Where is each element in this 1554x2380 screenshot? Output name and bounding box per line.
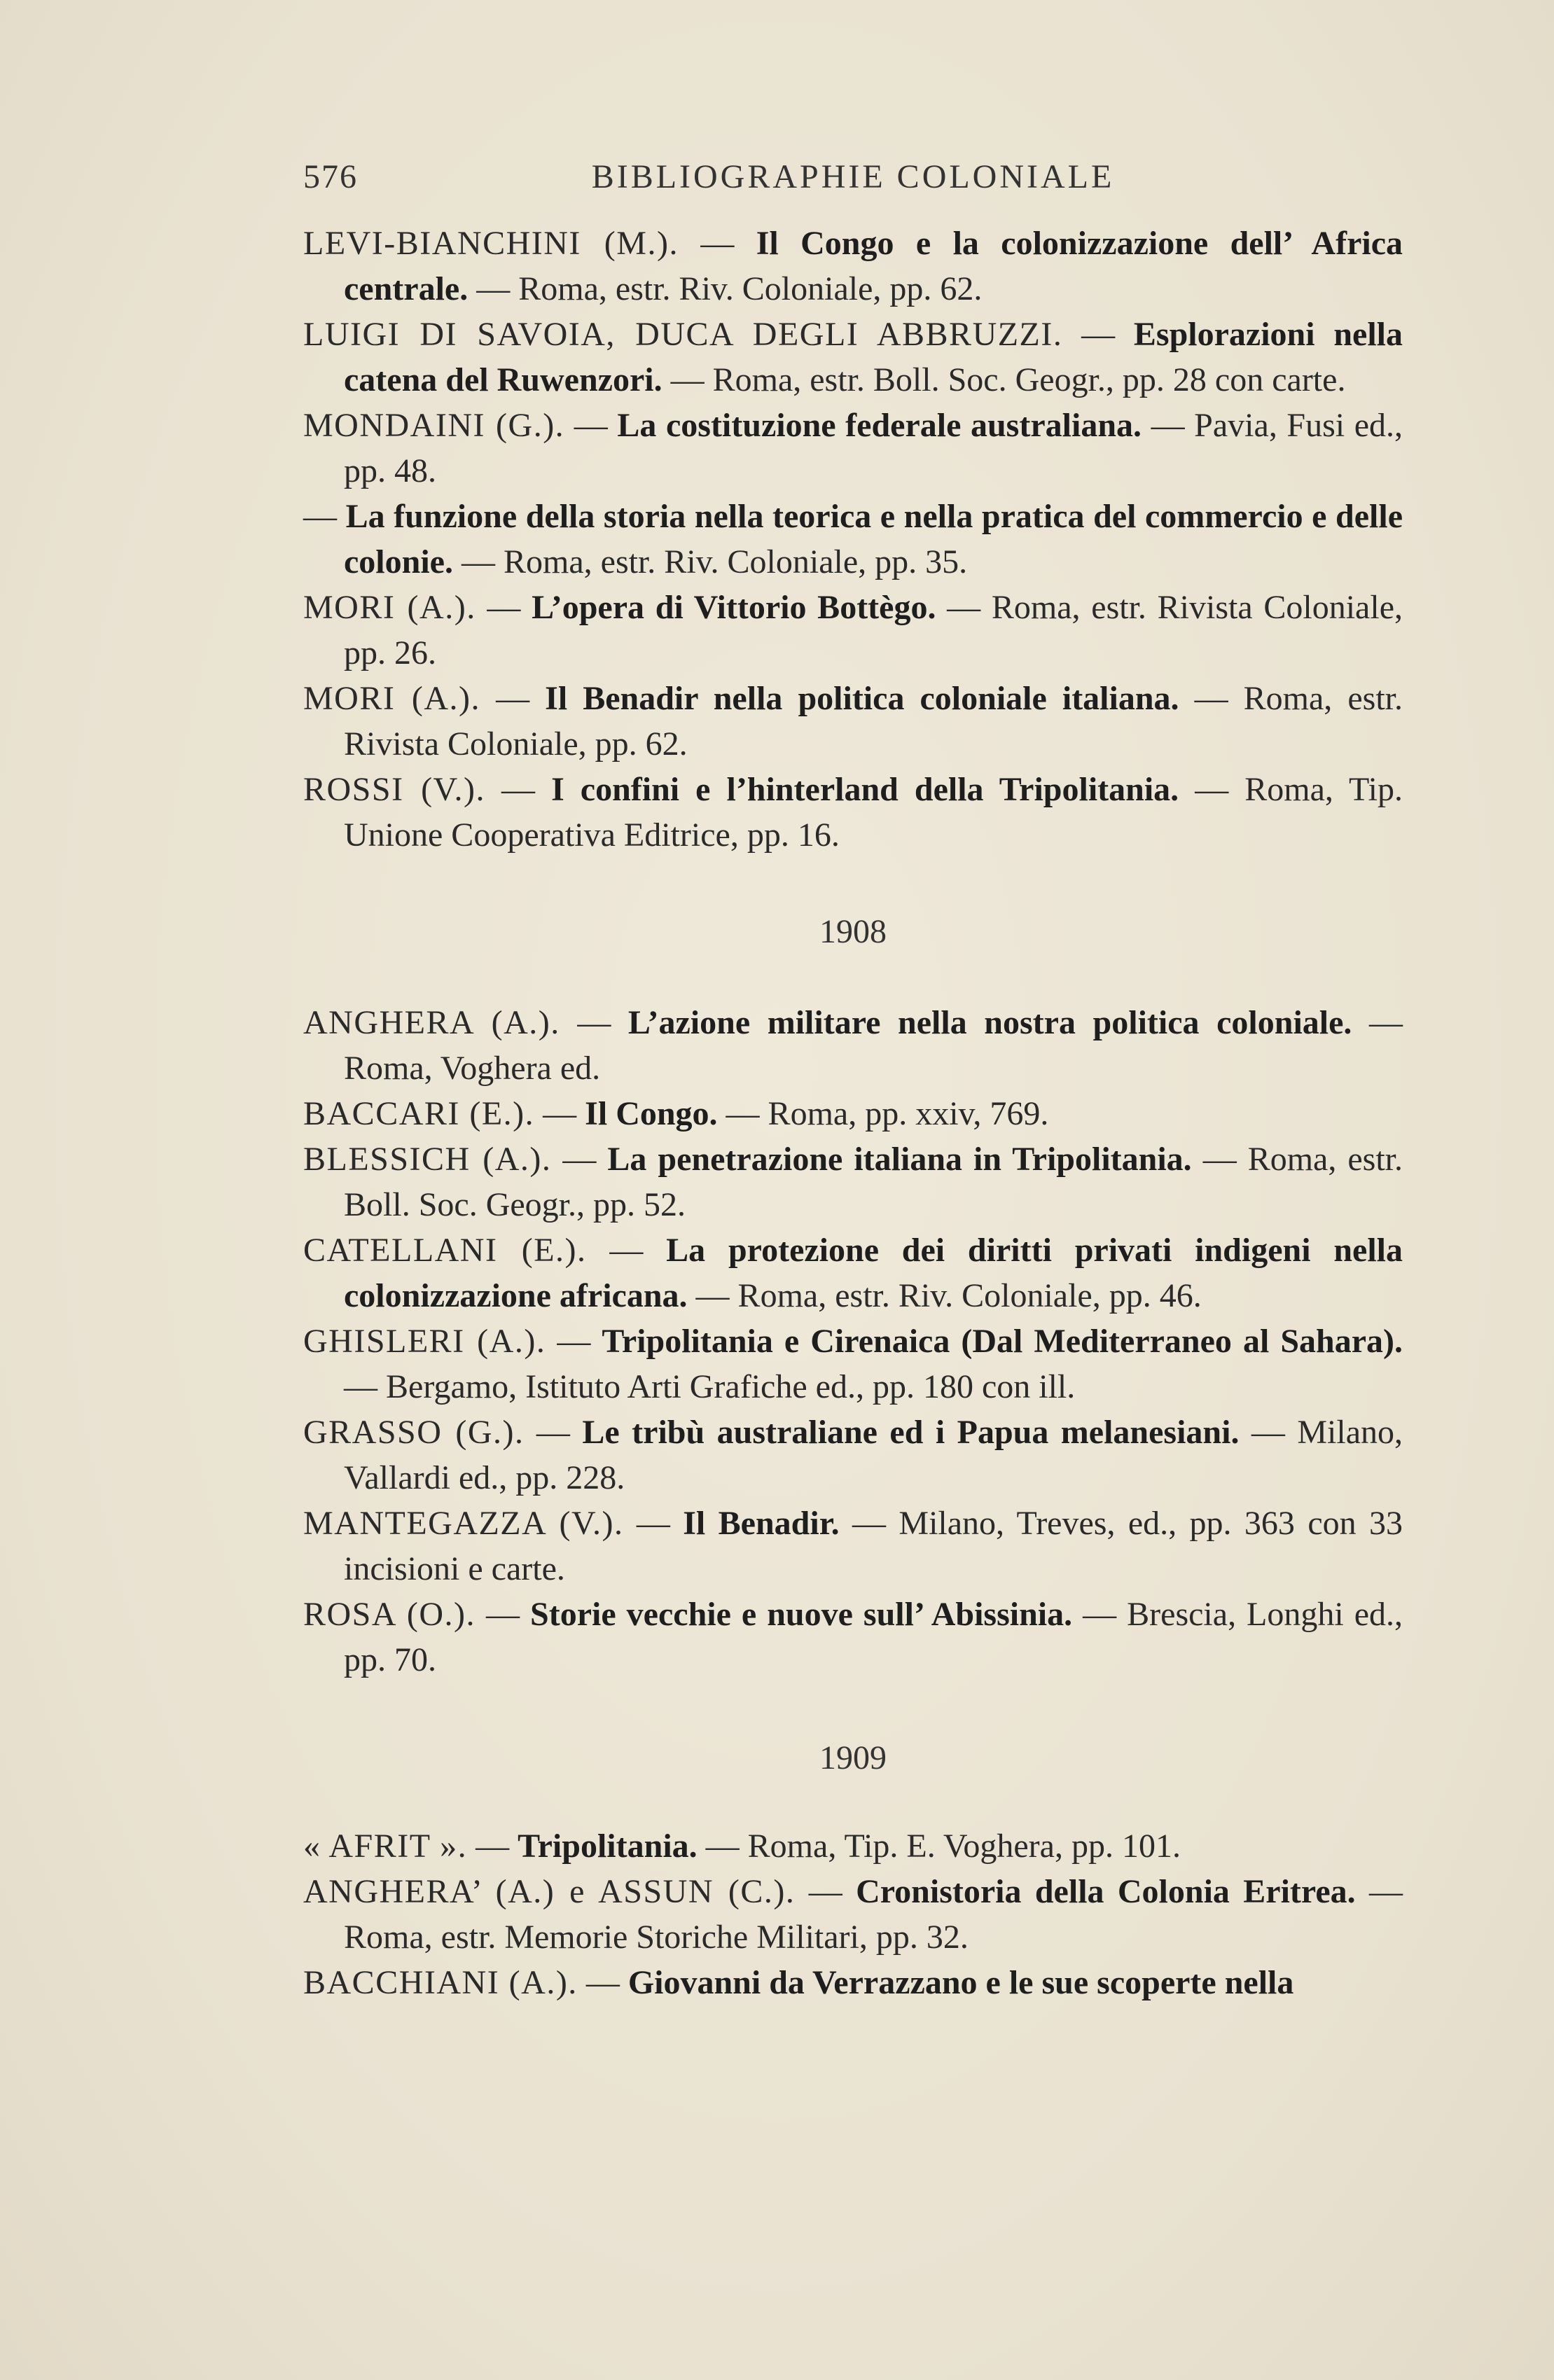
bibliography-entry xyxy=(303,221,1403,312)
entry-author: BLESSICH (A.). xyxy=(303,1141,552,1178)
running-header xyxy=(303,158,1403,200)
entry-dash: — xyxy=(678,225,756,262)
entry-title: L’opera di Vittorio Bottègo. xyxy=(532,589,936,626)
entry-author: ROSA (O.). xyxy=(303,1596,476,1633)
entry-title: Il Benadir nella politica coloniale italiana. xyxy=(545,680,1179,717)
entry-dash: — xyxy=(1062,316,1134,353)
entry-dash: — xyxy=(546,1323,602,1360)
entry-title: Il Congo e la colonizzazione dell’ Africa centrale. xyxy=(344,225,1403,307)
entry-publication: — Roma, estr. Riv. Coloniale, pp. 62. xyxy=(468,270,983,307)
entry-title: La funzione della storia nella teorica e nella pratica del commercio e delle colonie. xyxy=(344,498,1403,580)
entry-dash: — xyxy=(560,1004,628,1041)
entry-author: MORI (A.). xyxy=(303,589,476,626)
entry-title: Il Congo. xyxy=(585,1095,718,1132)
year-heading-1908: 1908 xyxy=(819,913,887,950)
bibliography-entry xyxy=(303,1091,1403,1136)
entry-author: GRASSO (G.). xyxy=(303,1414,525,1451)
entry-title: Giovanni da Verrazzano e le sue scoperte nella xyxy=(627,1964,1294,2001)
entry-publication: — Milano, Vallardi ed., pp. 228. xyxy=(344,1414,1403,1496)
entry-publication: — Brescia, Longhi ed., pp. 70. xyxy=(344,1596,1403,1678)
entry-dash: — xyxy=(795,1873,856,1910)
entry-title: Tripolitania. xyxy=(518,1828,698,1865)
entry-dash: — xyxy=(485,771,552,808)
running-title: BIBLIOGRAPHIE COLONIALE xyxy=(591,158,1115,195)
year-heading-1909: 1909 xyxy=(819,1739,887,1776)
entry-publication: — Milano, Treves, ed., pp. 363 con 33 incisioni e carte. xyxy=(344,1505,1403,1587)
bibliography-entry xyxy=(303,1318,1403,1410)
entry-author: BACCARI (E.). xyxy=(303,1095,535,1132)
entry-dash: — xyxy=(564,407,618,444)
entry-publication: — Roma, estr. Memorie Storiche Militari, pp. 32. xyxy=(344,1873,1403,1956)
entry-publication: — Roma, estr. Rivista Coloniale, pp. 26. xyxy=(344,589,1403,671)
bibliography-body xyxy=(303,221,1403,2005)
entries-1907 xyxy=(303,221,1403,858)
entry-dash: — xyxy=(480,680,546,717)
entry-dash: — xyxy=(476,589,532,626)
entry-dash: — xyxy=(551,1141,608,1178)
entry-author: « AFRIT ». xyxy=(303,1828,468,1865)
entry-author: LEVI-BIANCHINI (M.). xyxy=(303,225,679,262)
entry-dash: — xyxy=(476,1596,531,1633)
entry-title: L’azione militare nella nostra politica coloniale. xyxy=(627,1004,1352,1041)
entry-author: ANGHERA (A.). xyxy=(303,1004,560,1041)
entry-author: CATELLANI (E.). xyxy=(303,1232,587,1269)
bibliography-entry xyxy=(303,1592,1403,1683)
entry-publication: — Pavia, Fusi ed., pp. 48. xyxy=(344,407,1403,489)
entry-publication: — Bergamo, Istituto Arti Grafiche ed., pp. 180 con ill. xyxy=(344,1368,1076,1405)
entry-publication: — Roma, estr. Boll. Soc. Geogr., pp. 28 con carte. xyxy=(662,361,1346,398)
entry-dash: — xyxy=(534,1095,585,1132)
entry-author: ROSSI (V.). xyxy=(303,771,486,808)
entry-publication: — Roma, estr. Rivista Coloniale, pp. 62. xyxy=(344,680,1403,763)
entries-1909 xyxy=(303,1823,1403,2005)
entry-title: La protezione dei diritti privati indigeni nella colonizzazione africana. xyxy=(344,1232,1403,1314)
entry-dash: — xyxy=(467,1828,518,1865)
bibliography-entry xyxy=(303,494,1403,585)
bibliography-entry xyxy=(303,1869,1403,1960)
entry-author: ANGHERA’ (A.) e ASSUN (C.). xyxy=(303,1873,796,1910)
entry-author: MORI (A.). xyxy=(303,680,481,717)
bibliography-entry xyxy=(303,585,1403,676)
entry-author: BACCHIANI (A.). xyxy=(303,1964,578,2001)
entry-title: La costituzione federale australiana. xyxy=(617,407,1142,444)
bibliography-entry xyxy=(303,1823,1403,1869)
entry-dash: — xyxy=(586,1232,667,1269)
entry-dash: — xyxy=(577,1964,628,2001)
bibliography-entry xyxy=(303,767,1403,858)
page-number: 576 xyxy=(303,158,358,195)
entries-1908 xyxy=(303,1000,1403,1683)
entry-dash: — xyxy=(524,1414,583,1451)
entry-publication: — Roma, Tip. E. Voghera, pp. 101. xyxy=(697,1828,1181,1865)
bibliography-entry xyxy=(303,1000,1403,1091)
entry-publication: — Roma, estr. Riv. Coloniale, pp. 46. xyxy=(687,1277,1202,1314)
entry-author: MANTEGAZZA (V.). xyxy=(303,1505,624,1542)
entry-title: Storie vecchie e nuove sull’ Abissinia. xyxy=(530,1596,1073,1633)
bibliography-entry xyxy=(303,676,1403,767)
entry-title: Le tribù australiane ed i Papua melanesiani. xyxy=(582,1414,1240,1451)
entry-title: Esplorazioni nella catena del Ruwenzori. xyxy=(344,316,1403,398)
entry-publication: — Roma, pp. xxiv, 769. xyxy=(717,1095,1049,1132)
entry-title: I confini e l’hinterland della Tripolitania. xyxy=(551,771,1179,808)
entry-title: Tripolitania e Cirenaica (Dal Mediterraneo al Sahara). xyxy=(602,1323,1403,1360)
entry-dash: — xyxy=(623,1505,684,1542)
bibliography-entry xyxy=(303,1501,1403,1592)
bibliography-entry xyxy=(303,1410,1403,1501)
entry-title: Cronistoria della Colonia Eritrea. xyxy=(856,1873,1356,1910)
entry-dash: — xyxy=(303,498,346,535)
bibliography-entry xyxy=(303,1136,1403,1227)
bibliography-entry xyxy=(303,312,1403,403)
entry-publication: — Roma, Tip. Unione Cooperativa Editrice, pp. 16. xyxy=(344,771,1403,854)
entry-publication: — Roma, Voghera ed. xyxy=(344,1004,1403,1087)
bibliography-entry xyxy=(303,1960,1403,2005)
bibliography-entry xyxy=(303,1227,1403,1318)
entry-author: GHISLERI (A.). xyxy=(303,1323,546,1360)
entry-publication: — Roma, estr. Boll. Soc. Geogr., pp. 52. xyxy=(344,1141,1403,1223)
entry-author: MONDAINI (G.). xyxy=(303,407,565,444)
entry-publication: — Roma, estr. Riv. Coloniale, pp. 35. xyxy=(452,543,968,580)
entry-title: La penetrazione italiana in Tripolitania. xyxy=(607,1141,1192,1178)
entry-author: LUIGI DI SAVOIA, DUCA DEGLI ABBRUZZI. xyxy=(303,316,1063,353)
entry-title: Il Benadir. xyxy=(683,1505,840,1542)
bibliography-entry xyxy=(303,403,1403,494)
